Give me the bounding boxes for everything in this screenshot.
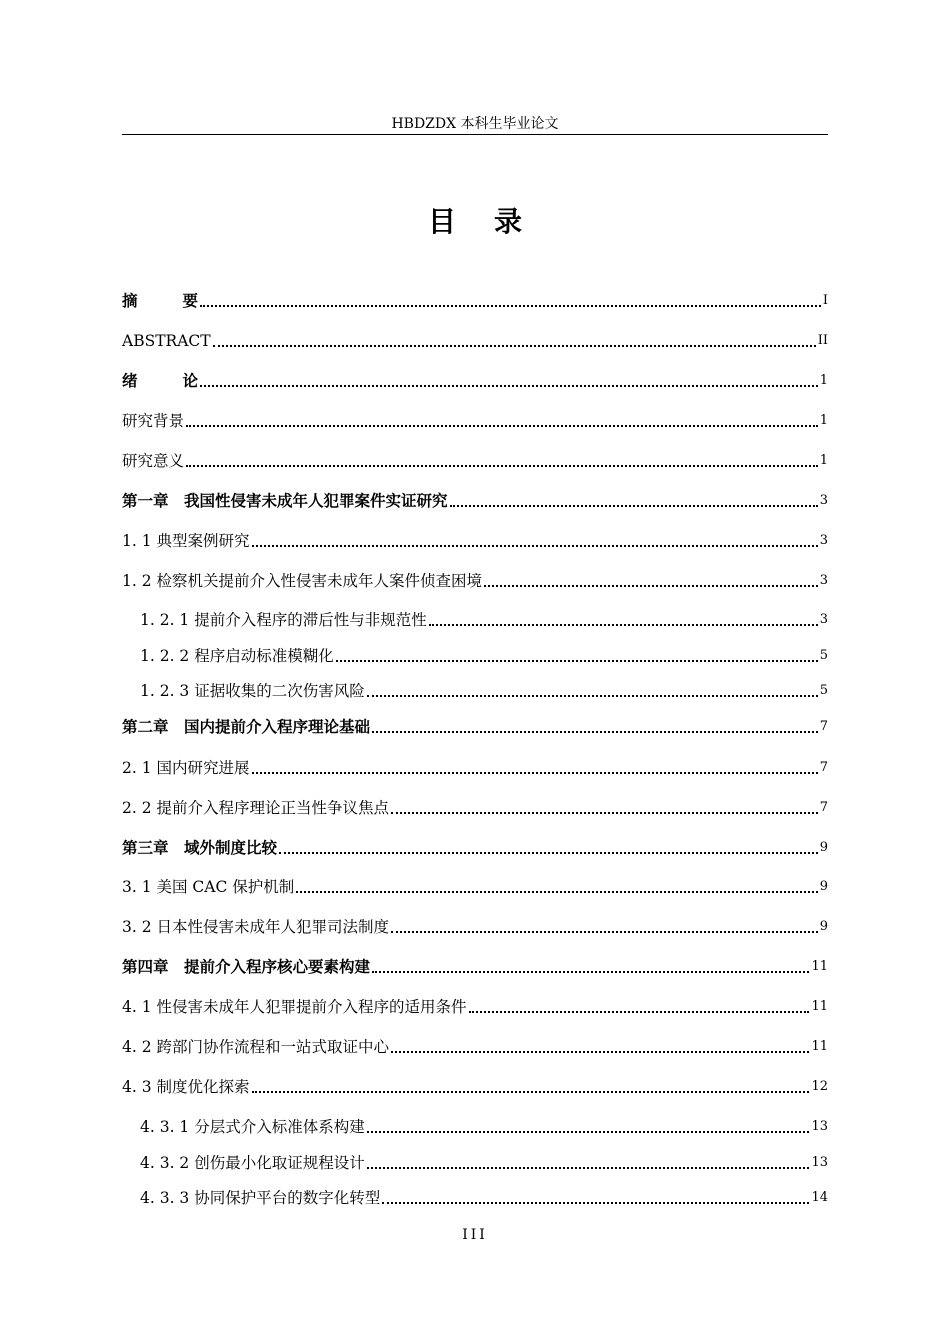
toc-entry-page: 9 — [819, 840, 828, 855]
toc-entry-page: 3 — [819, 612, 828, 627]
toc-entry-page: 5 — [819, 648, 828, 663]
dot-leader — [186, 425, 818, 427]
dot-leader — [200, 305, 821, 307]
dot-leader — [367, 1131, 810, 1133]
toc-entry-chapter-2[interactable] — [122, 716, 828, 738]
toc-entry-label: 2. 1 国内研究进展 — [122, 759, 250, 777]
toc-spread-char: 论 — [182, 372, 198, 390]
toc-entry-label: 1. 1 典型案例研究 — [122, 532, 250, 550]
toc-entry-label: 3. 1 美国 CAC 保护机制 — [122, 878, 295, 896]
toc-entry-page: I — [822, 293, 828, 308]
dot-leader — [469, 1011, 810, 1013]
toc-entry[interactable] — [140, 609, 828, 631]
toc-entry[interactable] — [122, 1076, 828, 1098]
dot-leader — [484, 585, 818, 587]
dot-leader — [252, 545, 818, 547]
toc-entry[interactable] — [122, 570, 828, 592]
dot-leader — [186, 465, 818, 467]
toc-entry-page: 11 — [811, 959, 828, 974]
toc-entry[interactable] — [122, 797, 828, 819]
toc-entry-label: 第三章 域外制度比较 — [122, 839, 278, 857]
toc-entry-chapter-3[interactable] — [122, 837, 828, 859]
toc-entry-chapter-4[interactable] — [122, 956, 828, 978]
toc-entry-label: 1. 2. 2 程序启动标准模糊化 — [140, 647, 334, 665]
toc-entry[interactable] — [122, 996, 828, 1018]
toc-entry-label: 研究意义 — [122, 452, 185, 470]
dot-leader — [429, 624, 818, 626]
toc-entry-label: 1. 2. 3 证据收集的二次伤害风险 — [140, 682, 365, 700]
title-char-1: 目 — [427, 205, 456, 238]
dot-leader — [391, 812, 818, 814]
toc-entry[interactable] — [122, 410, 828, 432]
header-rule — [122, 134, 828, 135]
toc-entry-label — [122, 290, 198, 312]
toc-entry-label: 4. 3. 3 协同保护平台的数字化转型 — [140, 1189, 381, 1207]
toc-entry-label: 4. 3 制度优化探索 — [122, 1078, 250, 1096]
toc-entry[interactable] — [140, 680, 828, 702]
toc-entry-abstract-cn[interactable] — [122, 290, 828, 312]
toc-entry-label: 4. 1 性侵害未成年人犯罪提前介入程序的适用条件 — [122, 998, 467, 1016]
toc-entry-page: 7 — [819, 800, 828, 815]
toc-entry[interactable] — [122, 757, 828, 779]
toc-entry-label: 4. 3. 2 创伤最小化取证规程设计 — [140, 1154, 365, 1172]
toc-entry-page: 12 — [811, 1079, 828, 1094]
toc-entry-introduction[interactable] — [122, 370, 828, 392]
dot-leader — [213, 345, 816, 347]
page-number: III — [462, 1227, 488, 1243]
toc-entry-chapter-1[interactable] — [122, 490, 828, 512]
toc-spread-char: 要 — [182, 292, 198, 310]
toc-entry-page: 11 — [811, 1039, 828, 1054]
toc-entry[interactable] — [122, 876, 828, 898]
toc-entry-page: 3 — [819, 573, 828, 588]
dot-leader — [367, 695, 818, 697]
toc-entry-page: 1 — [819, 413, 828, 428]
toc-entry-page: II — [817, 333, 828, 348]
dot-leader — [450, 505, 818, 507]
running-header: HBDZDX 本科生毕业论文 — [391, 116, 559, 132]
toc-entry-page: 9 — [819, 919, 828, 934]
toc-entry-label: 2. 2 提前介入程序理论正当性争议焦点 — [122, 799, 390, 817]
page-title — [0, 202, 950, 242]
toc-entry-abstract-en[interactable] — [122, 330, 828, 352]
dot-leader — [367, 1167, 810, 1169]
toc-entry-label: 4. 3. 1 分层式介入标准体系构建 — [140, 1118, 365, 1136]
dot-leader — [391, 1051, 809, 1053]
toc-entry-label: 研究背景 — [122, 412, 185, 430]
toc-entry-page: 13 — [811, 1155, 828, 1170]
toc-entry[interactable] — [122, 530, 828, 552]
toc-entry-label: 1. 2 检察机关提前介入性侵害未成年人案件侦查困境 — [122, 572, 483, 590]
dot-leader — [336, 660, 818, 662]
toc-entry[interactable] — [122, 1036, 828, 1058]
toc-entry-page: 1 — [819, 453, 828, 468]
dot-leader — [391, 931, 818, 933]
toc-entry[interactable] — [140, 1116, 828, 1138]
toc-entry-label — [122, 370, 198, 392]
toc-entry-label: 4. 2 跨部门协作流程和一站式取证中心 — [122, 1038, 390, 1056]
toc-entry-page: 5 — [819, 683, 828, 698]
toc-entry-page: 1 — [819, 373, 828, 388]
toc-entry[interactable] — [140, 645, 828, 667]
toc-entry-page: 7 — [819, 760, 828, 775]
dot-leader — [252, 772, 818, 774]
dot-leader — [382, 1202, 809, 1204]
toc-entry-label: 第四章 提前介入程序核心要素构建 — [122, 958, 371, 976]
toc-entry-page: 7 — [819, 719, 828, 734]
dot-leader — [372, 731, 818, 733]
toc-entry-page: 13 — [811, 1119, 828, 1134]
dot-leader — [252, 1091, 810, 1093]
toc-entry-page: 3 — [819, 493, 828, 508]
toc-entry[interactable] — [122, 916, 828, 938]
toc-spread-char: 绪 — [122, 372, 138, 390]
dot-leader — [372, 971, 809, 973]
dot-leader — [296, 891, 817, 893]
toc-entry-label: 第一章 我国性侵害未成年人犯罪案件实证研究 — [122, 492, 448, 510]
toc-entry-page: 14 — [811, 1190, 828, 1205]
toc-entry-page: 11 — [811, 999, 828, 1014]
dot-leader — [279, 852, 818, 854]
toc-spread-char: 摘 — [122, 292, 138, 310]
toc-entry-label: 第二章 国内提前介入程序理论基础 — [122, 718, 371, 736]
toc-entry-page: 3 — [819, 533, 828, 548]
title-char-2: 录 — [494, 205, 523, 238]
toc-entry[interactable] — [140, 1152, 828, 1174]
toc-entry[interactable] — [140, 1187, 828, 1209]
toc-entry[interactable] — [122, 450, 828, 472]
toc-entry-label: 3. 2 日本性侵害未成年人犯罪司法制度 — [122, 918, 390, 936]
toc-entry-label: 1. 2. 1 提前介入程序的滞后性与非规范性 — [140, 611, 427, 629]
toc-entry-page: 9 — [819, 879, 828, 894]
toc-entry-label: ABSTRACT — [122, 332, 211, 350]
dot-leader — [200, 385, 818, 387]
